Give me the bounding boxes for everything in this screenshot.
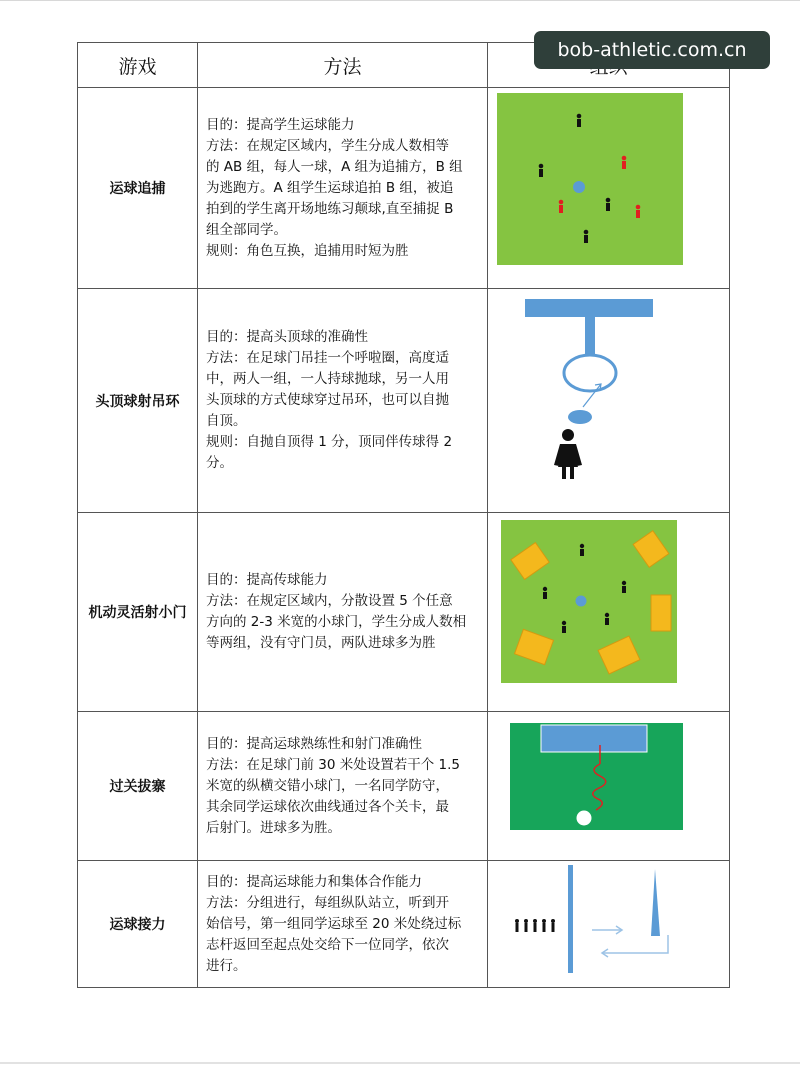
small-goals-diagram	[488, 513, 730, 712]
marker-pole-icon	[651, 869, 660, 936]
description-line: 方法：在足球门吊挂一个呼啦圈，高度适	[206, 350, 449, 366]
description-line: 方法：在规定区域内，分散设置 5 个任意	[206, 593, 453, 609]
description-line: 目的：提高运球熟练性和射门准确性	[206, 735, 422, 752]
ball-path-arrow	[583, 384, 601, 407]
description-line: 进行。	[206, 957, 247, 974]
description-line: 其余同学运球依次曲线通过各个关卡，最	[206, 798, 449, 815]
start-line	[568, 865, 573, 973]
goal-box	[541, 725, 647, 752]
ball-icon	[568, 410, 592, 424]
description-line: 方法：在规定区域内，学生分成人数相等	[206, 137, 449, 154]
drill-description	[198, 289, 488, 513]
description-line: 拍到的学生离开场地练习颠球,直至捕捉 B	[206, 200, 454, 217]
return-arrow	[602, 935, 668, 953]
goal-crossbar	[525, 299, 653, 317]
chase-field-diagram	[488, 88, 730, 289]
drill-name: 运球接力	[78, 861, 198, 988]
description-line: 目的：提高传球能力	[206, 572, 328, 588]
hoop-icon	[564, 355, 616, 391]
description-line: 方法：分组进行，每组纵队站立，听到开	[206, 894, 449, 911]
hanging-rod	[585, 317, 595, 355]
description-line: 为逃跑方。A 组学生运球追拍 B 组，被追	[206, 179, 454, 196]
drill-description	[198, 513, 488, 712]
description-line: 志杆返回至起点处交给下一位同学，依次	[206, 936, 449, 953]
player-icon	[515, 919, 555, 932]
table-row	[78, 88, 730, 289]
drill-description	[198, 88, 488, 289]
bottom-edge-line	[0, 1062, 800, 1064]
drill-name: 机动灵活射小门	[78, 513, 198, 712]
drills-table	[77, 42, 730, 988]
table-row	[78, 289, 730, 513]
header-game: 游戏	[78, 43, 198, 88]
table-row	[78, 513, 730, 712]
description-line: 中，两人一组，一人持球抛球，另一人用	[206, 371, 449, 387]
description-line: 目的：提高头顶球的准确性	[206, 329, 368, 345]
description-line: 规则：自抛自顶得 1 分，顶同伴传球得 2	[206, 434, 453, 450]
description-line: 米宽的纵横交错小球门，一名同学防守，	[206, 777, 449, 794]
field-area	[497, 93, 683, 265]
description-line: 始信号，第一组同学运球至 20 米处绕过标	[206, 915, 462, 932]
description-line: 头顶球的方式使球穿过吊环，也可以自抛	[206, 392, 449, 408]
header-method: 方法	[198, 43, 488, 88]
table-row	[78, 861, 730, 988]
dribble-gates-diagram	[488, 712, 730, 861]
top-edge-line	[0, 0, 800, 1]
description-line: 的 AB 组，每人一球，A 组为追捕方，B 组	[206, 158, 463, 175]
description-line: 等两组，没有守门员，两队进球多为胜	[206, 635, 436, 651]
ball-icon	[577, 811, 592, 826]
person-icon	[554, 429, 582, 479]
description-line: 规则：角色互换，追捕用时短为胜	[206, 242, 409, 259]
ball-icon	[576, 596, 587, 607]
relay-diagram	[488, 861, 730, 988]
drill-description	[198, 712, 488, 861]
description-line: 目的：提高学生运球能力	[206, 116, 355, 133]
description-line: 方法：在足球门前 30 米处设置若干个 1.5	[206, 756, 461, 773]
description-line: 目的：提高运球能力和集体合作能力	[206, 873, 422, 890]
drill-name: 头顶球射吊环	[78, 289, 198, 513]
description-line: 组全部同学。	[206, 221, 287, 238]
drill-name: 运球追捕	[78, 88, 198, 289]
description-line: 分。	[206, 455, 233, 471]
description-line: 方向的 2-3 米宽的小球门，学生分成人数相	[206, 614, 467, 630]
ball-icon	[573, 181, 585, 193]
description-line: 后射门。进球多为胜。	[206, 819, 341, 836]
drill-description	[198, 861, 488, 988]
table-row	[78, 712, 730, 861]
description-line: 自顶。	[206, 413, 247, 429]
watermark-badge: bob-athletic.com.cn	[534, 31, 770, 69]
drill-name: 过关拔寨	[78, 712, 198, 861]
header-hoop-diagram	[488, 289, 730, 513]
